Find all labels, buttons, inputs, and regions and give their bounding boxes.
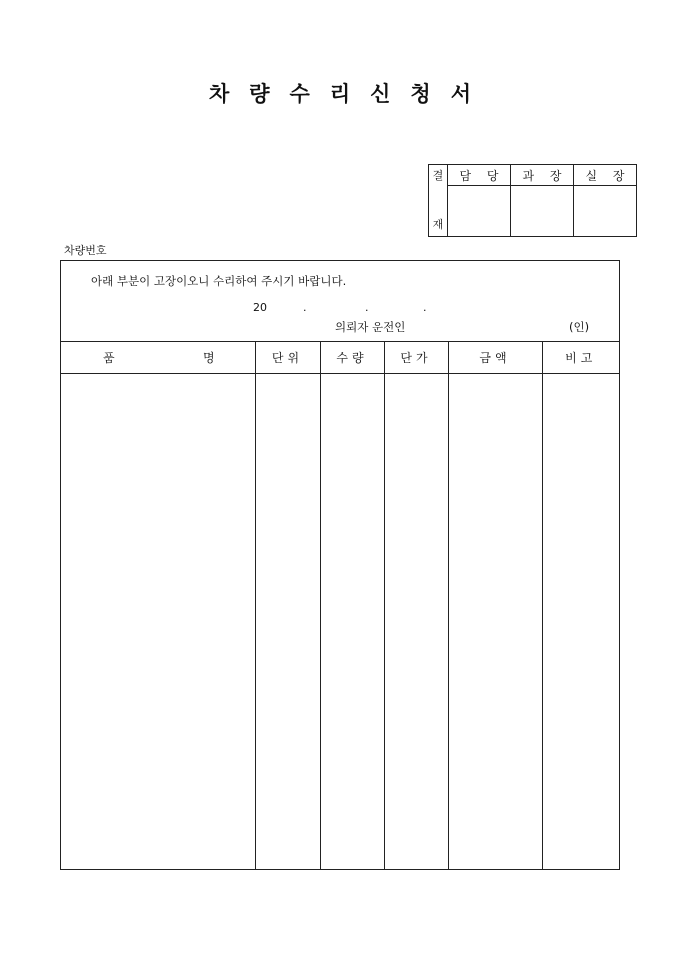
header-unit: 단위 bbox=[255, 342, 320, 374]
approval-sign-section-chief[interactable] bbox=[511, 186, 574, 237]
header-item-name-part1: 품 bbox=[103, 351, 119, 365]
table-header-row bbox=[61, 342, 619, 374]
approval-box bbox=[428, 164, 637, 237]
approval-head-manager: 담 당 bbox=[448, 165, 511, 186]
approval-sign-director[interactable] bbox=[574, 186, 637, 237]
request-text: 아래 부분이 고장이오니 수리하여 주시기 바랍니다. bbox=[91, 274, 347, 288]
cell-quantity[interactable] bbox=[320, 374, 384, 870]
vehicle-number-label: 차량번호 bbox=[64, 244, 107, 257]
approval-sign-manager[interactable] bbox=[448, 186, 511, 237]
cell-unit[interactable] bbox=[255, 374, 320, 870]
table-body-row[interactable] bbox=[61, 374, 619, 870]
date-dot-month: . bbox=[365, 301, 369, 314]
page-title: 차량수리신청서 bbox=[208, 81, 491, 106]
date-row[interactable] bbox=[61, 301, 619, 315]
approval-side-top: 결 bbox=[429, 165, 448, 186]
header-item-name-part2: 명 bbox=[203, 351, 219, 365]
cell-amount[interactable] bbox=[448, 374, 542, 870]
applicant-label: 의뢰자 운전인 bbox=[335, 320, 406, 334]
approval-head-director: 실 장 bbox=[574, 165, 637, 186]
cell-remarks[interactable] bbox=[542, 374, 619, 870]
header-amount: 금액 bbox=[448, 342, 542, 374]
header-quantity: 수량 bbox=[320, 342, 384, 374]
header-item-name bbox=[61, 342, 255, 374]
repair-form bbox=[60, 260, 620, 870]
cell-item-name[interactable] bbox=[61, 374, 255, 870]
approval-side-bottom: 재 bbox=[429, 186, 448, 237]
header-unit-price: 단가 bbox=[384, 342, 448, 374]
date-year-prefix: 20 bbox=[253, 301, 267, 314]
header-remarks: 비고 bbox=[542, 342, 619, 374]
approval-head-section-chief: 과 장 bbox=[511, 165, 574, 186]
cell-unit-price[interactable] bbox=[384, 374, 448, 870]
date-dot-year: . bbox=[303, 301, 307, 314]
items-table bbox=[61, 341, 619, 869]
seal-label: (인) bbox=[569, 320, 590, 334]
date-dot-day: . bbox=[423, 301, 427, 314]
